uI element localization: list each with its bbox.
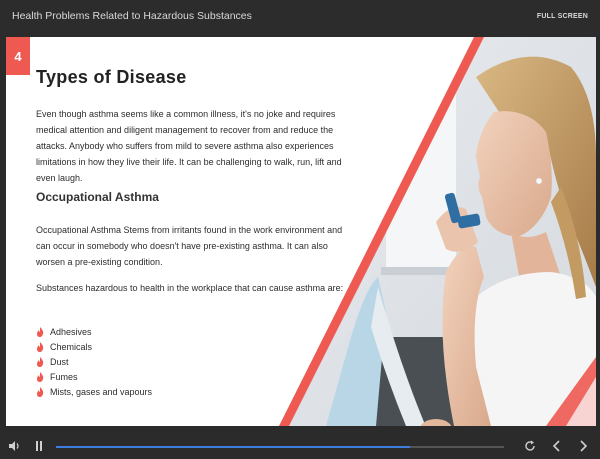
substances-list	[36, 324, 152, 399]
list-item	[36, 324, 152, 339]
fullscreen-button[interactable]: FULL SCREEN	[536, 13, 588, 20]
flame-icon	[36, 372, 44, 382]
list-item-label: Mists, gases and vapours	[50, 386, 153, 397]
substances-intro: Substances hazardous to health in the workplace that can cause asthma are:	[36, 283, 344, 293]
list-item-label: Dust	[50, 356, 69, 367]
replay-icon[interactable]	[524, 440, 536, 452]
slide-number-badge: 4	[6, 37, 30, 75]
slide-title: Types of Disease	[36, 67, 187, 87]
pause-icon[interactable]	[34, 440, 44, 452]
volume-icon[interactable]	[8, 440, 20, 452]
previous-icon[interactable]	[552, 440, 562, 452]
list-item-label: Adhesives	[50, 326, 92, 337]
list-item-label: Fumes	[50, 371, 78, 382]
list-item	[36, 384, 152, 399]
list-item	[36, 369, 152, 384]
list-item	[36, 339, 152, 354]
list-item	[36, 354, 152, 369]
course-title: Health Problems Related to Hazardous Substances	[12, 10, 252, 22]
top-bar	[0, 0, 600, 36]
flame-icon	[36, 387, 44, 397]
progress-fill	[56, 446, 410, 448]
occupational-paragraph: Occupational Asthma Stems from irritants found in the work environment and can occur in somebody who doesn't have pre-existing asthma. It can also worsen a pre-existing condition.	[36, 225, 343, 267]
section-subtitle: Occupational Asthma	[36, 190, 159, 204]
player-controls	[0, 434, 600, 459]
next-icon[interactable]	[578, 440, 588, 452]
slide	[6, 37, 596, 426]
progress-bar[interactable]	[56, 446, 504, 448]
flame-icon	[36, 327, 44, 337]
intro-paragraph: Even though asthma seems like a common illness, it's no joke and requires medical attention and diligent management to recover from and reduce the attacks. Anybody who suffers from mild to severe asthma also experiences limitations in how they live their life. It can be challenging to walk, run, lift and even laugh.	[36, 109, 342, 183]
list-item-label: Chemicals	[50, 341, 93, 352]
flame-icon	[36, 342, 44, 352]
flame-icon	[36, 357, 44, 367]
